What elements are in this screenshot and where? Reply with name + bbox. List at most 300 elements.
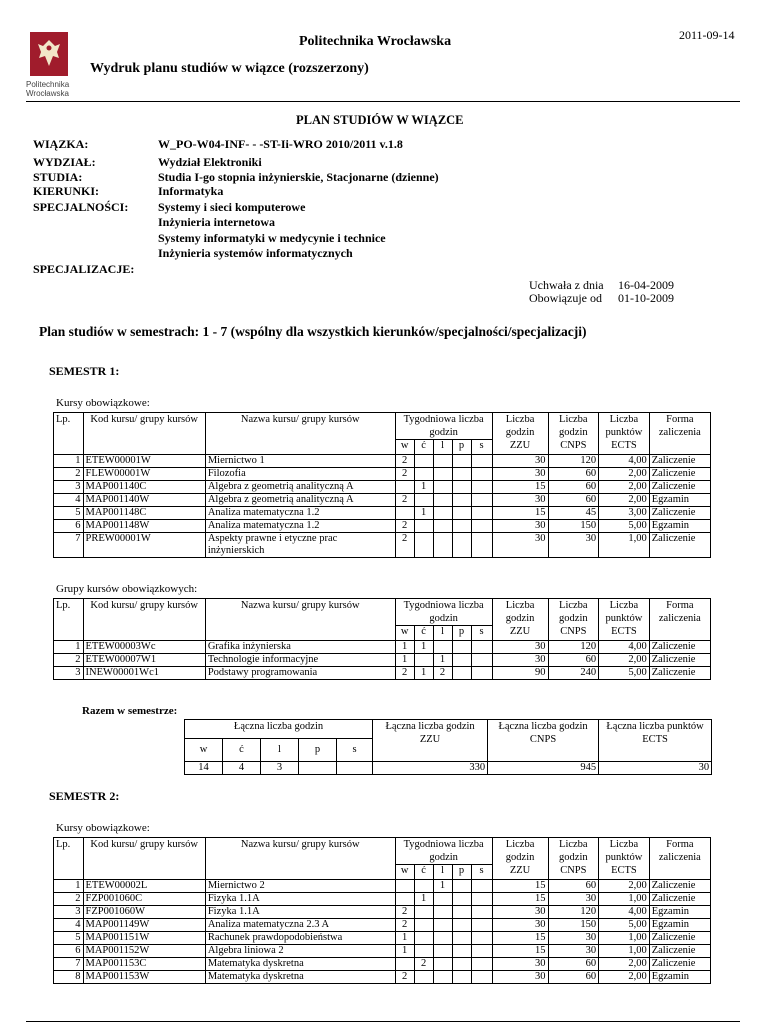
- cell-s: [471, 893, 492, 906]
- logo-line1: Politechnika: [26, 80, 70, 89]
- cell-forma: Zaliczenie: [649, 945, 710, 958]
- cell-forma: Zaliczenie: [649, 468, 710, 481]
- cell-w: 2: [395, 455, 414, 468]
- cell-s: [471, 455, 492, 468]
- razem-p: [299, 762, 337, 775]
- cell-l: [433, 533, 452, 558]
- cell-s: [471, 641, 492, 654]
- cell-ects: 2,00: [599, 971, 650, 984]
- cell-l: 2: [433, 667, 452, 680]
- cell-w: [395, 880, 414, 893]
- cell-w: 1: [395, 641, 414, 654]
- cell-p: [452, 919, 471, 932]
- cell-ects: 2,00: [599, 481, 650, 494]
- cell-kod: MAP001152W: [83, 945, 205, 958]
- tygodniowa-header: Tygodniowa liczba godzin: [395, 599, 492, 626]
- semester2-kursy-label: Kursy obowiązkowe:: [56, 822, 150, 834]
- p-col-header: p: [452, 865, 471, 880]
- cell-lp: 1: [54, 880, 84, 893]
- ects-header: Liczba punktów ECTS: [599, 413, 650, 455]
- cell-nazwa: Technologie informacyjne: [205, 654, 395, 667]
- cell-cnps: 30: [548, 893, 599, 906]
- cell-kod: ETEW00007W1: [83, 654, 205, 667]
- cell-lp: 8: [54, 971, 84, 984]
- document-subtitle: Wydruk planu studiów w wiązce (rozszerzony): [90, 61, 369, 76]
- cell-zzu: 30: [492, 906, 548, 919]
- w-col-header: w: [395, 626, 414, 641]
- razem-p-header: p: [299, 739, 337, 762]
- cell-s: [471, 971, 492, 984]
- info-label: KIERUNKI:: [33, 184, 100, 198]
- specjalnosc-item: Inżynieria systemów informatycznych: [158, 246, 353, 260]
- uchwala-date: 16-04-2009: [618, 278, 674, 292]
- cell-p: [452, 654, 471, 667]
- cell-ects: 4,00: [599, 906, 650, 919]
- info-value: Informatyka: [158, 184, 224, 198]
- cell-ects: 2,00: [599, 468, 650, 481]
- cell-lp: 5: [54, 932, 84, 945]
- cell-cnps: 30: [548, 945, 599, 958]
- c-col-header: ć: [414, 626, 433, 641]
- razem-header-godzin: Łączna liczba godzin: [185, 720, 373, 739]
- cell-kod: MAP001140C: [83, 481, 205, 494]
- table-row: [54, 906, 711, 919]
- cell-c: 1: [414, 641, 433, 654]
- cell-ects: 3,00: [599, 507, 650, 520]
- cell-p: [452, 481, 471, 494]
- cell-s: [471, 520, 492, 533]
- cell-p: [452, 507, 471, 520]
- plan-semesters-heading: Plan studiów w semestrach: 1 - 7 (wspólny dla wszystkich kierunków/specjalności/specjalizacji): [39, 324, 587, 339]
- cell-nazwa: Filozofia: [205, 468, 395, 481]
- cell-p: [452, 520, 471, 533]
- cell-l: [433, 932, 452, 945]
- table-row: [54, 654, 711, 667]
- cell-zzu: 15: [492, 880, 548, 893]
- cell-kod: ETEW00001W: [83, 455, 205, 468]
- semester1-totals-table: [184, 719, 712, 775]
- cell-c: [414, 919, 433, 932]
- l-col-header: l: [433, 865, 452, 880]
- cell-cnps: 60: [548, 481, 599, 494]
- cell-ects: 5,00: [599, 520, 650, 533]
- university-logo: [26, 32, 76, 104]
- cnps-header: Liczba godzin CNPS: [548, 599, 599, 641]
- cell-cnps: 60: [548, 958, 599, 971]
- cell-lp: 2: [54, 893, 84, 906]
- cell-kod: MAP001153C: [83, 958, 205, 971]
- info-value: W_PO-W04-INF- - -ST-Ii-WRO 2010/2011 v.1.8: [158, 137, 403, 151]
- cell-c: 1: [414, 893, 433, 906]
- cell-ects: 1,00: [599, 893, 650, 906]
- cell-l: [433, 919, 452, 932]
- cell-nazwa: Fizyka 1.1A: [205, 906, 395, 919]
- cell-nazwa: Matematyka dyskretna: [205, 971, 395, 984]
- s-col-header: s: [471, 440, 492, 455]
- cell-l: [433, 494, 452, 507]
- table-row: [54, 958, 711, 971]
- cell-ects: 4,00: [599, 641, 650, 654]
- cell-w: 2: [395, 906, 414, 919]
- cell-c: 1: [414, 481, 433, 494]
- table-row: [54, 919, 711, 932]
- cell-nazwa: Matematyka dyskretna: [205, 958, 395, 971]
- cell-zzu: 15: [492, 893, 548, 906]
- cell-lp: 3: [54, 906, 84, 919]
- cell-cnps: 150: [548, 520, 599, 533]
- cell-lp: 3: [54, 481, 84, 494]
- cell-s: [471, 667, 492, 680]
- cell-lp: 4: [54, 494, 84, 507]
- cell-cnps: 150: [548, 919, 599, 932]
- cell-forma: Zaliczenie: [649, 958, 710, 971]
- cell-ects: 2,00: [599, 494, 650, 507]
- cell-l: [433, 507, 452, 520]
- cell-forma: Egzamin: [649, 919, 710, 932]
- info-value: Systemy i sieci komputerowe: [158, 200, 306, 214]
- cell-l: [433, 468, 452, 481]
- table-row: [54, 641, 711, 654]
- cell-nazwa: Miernictwo 2: [205, 880, 395, 893]
- cell-p: [452, 667, 471, 680]
- semester1-groups-table: [53, 598, 711, 680]
- cell-w: [395, 893, 414, 906]
- cell-l: [433, 958, 452, 971]
- cell-ects: 1,00: [599, 533, 650, 558]
- kod-header: Kod kursu/ grupy kursów: [83, 838, 205, 880]
- razem-header-zzu: Łączna liczba godzin ZZU: [373, 720, 488, 762]
- table-row: [54, 893, 711, 906]
- cell-kod: MAP001148C: [83, 507, 205, 520]
- cell-lp: 7: [54, 958, 84, 971]
- cell-forma: Zaliczenie: [649, 893, 710, 906]
- cell-lp: 2: [54, 468, 84, 481]
- cell-ects: 5,00: [599, 667, 650, 680]
- semester1-title: SEMESTR 1:: [49, 364, 120, 378]
- p-col-header: p: [452, 626, 471, 641]
- razem-s-header: s: [337, 739, 373, 762]
- cell-nazwa: Analiza matematyczna 2.3 A: [205, 919, 395, 932]
- razem-ects: 30: [599, 762, 712, 775]
- cell-forma: Zaliczenie: [649, 667, 710, 680]
- w-col-header: w: [395, 865, 414, 880]
- ects-header: Liczba punktów ECTS: [599, 599, 650, 641]
- cell-l: [433, 641, 452, 654]
- cell-ects: 2,00: [599, 880, 650, 893]
- cell-s: [471, 945, 492, 958]
- cell-s: [471, 494, 492, 507]
- cell-c: [414, 654, 433, 667]
- cell-w: [395, 481, 414, 494]
- cell-cnps: 60: [548, 654, 599, 667]
- cell-zzu: 15: [492, 481, 548, 494]
- cell-forma: Egzamin: [649, 906, 710, 919]
- cell-p: [452, 971, 471, 984]
- cell-forma: Zaliczenie: [649, 533, 710, 558]
- cell-w: [395, 507, 414, 520]
- cell-nazwa: Algebra z geometrią analityczną A: [205, 494, 395, 507]
- cell-kod: FZP001060W: [83, 906, 205, 919]
- cell-cnps: 120: [548, 455, 599, 468]
- cell-p: [452, 494, 471, 507]
- cell-w: 2: [395, 667, 414, 680]
- cell-kod: FZP001060C: [83, 893, 205, 906]
- cell-forma: Egzamin: [649, 494, 710, 507]
- info-label: WYDZIAŁ:: [33, 155, 96, 169]
- cell-c: [414, 533, 433, 558]
- razem-s: [337, 762, 373, 775]
- cell-ects: 2,00: [599, 654, 650, 667]
- cell-zzu: 30: [492, 455, 548, 468]
- cell-cnps: 30: [548, 533, 599, 558]
- cell-zzu: 90: [492, 667, 548, 680]
- cell-ects: 5,00: [599, 919, 650, 932]
- cell-c: [414, 945, 433, 958]
- forma-header: Forma zaliczenia: [649, 413, 710, 455]
- table-row: [54, 667, 711, 680]
- cell-l: [433, 455, 452, 468]
- cell-s: [471, 654, 492, 667]
- cell-w: 2: [395, 468, 414, 481]
- cell-p: [452, 468, 471, 481]
- cell-l: 1: [433, 880, 452, 893]
- cell-nazwa: Analiza matematyczna 1.2: [205, 507, 395, 520]
- lp-header: Lp.: [54, 599, 84, 641]
- c-col-header: ć: [414, 865, 433, 880]
- razem-zzu: 330: [373, 762, 488, 775]
- cell-nazwa: Podstawy programowania: [205, 667, 395, 680]
- cell-kod: MAP001140W: [83, 494, 205, 507]
- cell-forma: Zaliczenie: [649, 641, 710, 654]
- semester1-kursy-label: Kursy obowiązkowe:: [56, 397, 150, 409]
- cell-cnps: 120: [548, 906, 599, 919]
- semester1-courses-table: [53, 412, 711, 558]
- cell-nazwa: Grafika inżynierska: [205, 641, 395, 654]
- cell-nazwa: Algebra z geometrią analityczną A: [205, 481, 395, 494]
- header-divider: [26, 101, 740, 102]
- cell-w: [395, 958, 414, 971]
- cell-lp: 5: [54, 507, 84, 520]
- cell-zzu: 15: [492, 932, 548, 945]
- p-col-header: p: [452, 440, 471, 455]
- cell-p: [452, 945, 471, 958]
- info-label: WIĄZKA:: [33, 137, 89, 151]
- cell-cnps: 120: [548, 641, 599, 654]
- cell-w: 2: [395, 971, 414, 984]
- cell-s: [471, 906, 492, 919]
- cell-w: 2: [395, 494, 414, 507]
- razem-l: 3: [261, 762, 299, 775]
- cell-cnps: 30: [548, 932, 599, 945]
- cell-zzu: 15: [492, 507, 548, 520]
- forma-header: Forma zaliczenia: [649, 838, 710, 880]
- specjalnosc-item: Inżynieria internetowa: [158, 215, 275, 229]
- cell-nazwa: Rachunek prawdopodobieństwa: [205, 932, 395, 945]
- info-label: SPECJALNOŚCI:: [33, 200, 129, 214]
- obowiazuje-date: 01-10-2009: [618, 291, 674, 305]
- cell-zzu: 30: [492, 494, 548, 507]
- razem-w: 14: [185, 762, 223, 775]
- cell-kod: MAP001148W: [83, 520, 205, 533]
- footer-divider: [26, 1021, 740, 1022]
- cell-w: 1: [395, 654, 414, 667]
- cell-ects: 1,00: [599, 932, 650, 945]
- cell-lp: 7: [54, 533, 84, 558]
- cell-nazwa: Aspekty prawne i etyczne prac inżynierskich: [205, 533, 395, 558]
- cell-forma: Zaliczenie: [649, 880, 710, 893]
- info-value: Wydział Elektroniki: [158, 155, 262, 169]
- cell-p: [452, 641, 471, 654]
- cell-s: [471, 880, 492, 893]
- cell-p: [452, 932, 471, 945]
- cell-zzu: 30: [492, 958, 548, 971]
- obowiazuje-label: Obowiązuje od: [529, 291, 602, 305]
- cell-zzu: 30: [492, 641, 548, 654]
- cell-l: [433, 481, 452, 494]
- table-row: [54, 468, 711, 481]
- cell-s: [471, 507, 492, 520]
- cell-lp: 1: [54, 641, 84, 654]
- cell-l: [433, 945, 452, 958]
- print-date: 2011-09-14: [679, 28, 735, 42]
- cell-zzu: 30: [492, 533, 548, 558]
- cell-forma: Zaliczenie: [649, 455, 710, 468]
- cell-cnps: 60: [548, 971, 599, 984]
- cell-nazwa: Miernictwo 1: [205, 455, 395, 468]
- info-value: Studia I-go stopnia inżynierskie, Stacjonarne (dzienne): [158, 170, 439, 184]
- table-row: [54, 971, 711, 984]
- cell-s: [471, 481, 492, 494]
- razem-label: Razem w semestrze:: [82, 705, 178, 717]
- c-col-header: ć: [414, 440, 433, 455]
- cell-l: [433, 520, 452, 533]
- cell-forma: Zaliczenie: [649, 507, 710, 520]
- lp-header: Lp.: [54, 838, 84, 880]
- nazwa-header: Nazwa kursu/ grupy kursów: [205, 413, 395, 455]
- cnps-header: Liczba godzin CNPS: [548, 413, 599, 455]
- cell-cnps: 45: [548, 507, 599, 520]
- cell-w: 1: [395, 932, 414, 945]
- cell-c: [414, 906, 433, 919]
- cell-nazwa: Analiza matematyczna 1.2: [205, 520, 395, 533]
- cell-c: [414, 520, 433, 533]
- cnps-header: Liczba godzin CNPS: [548, 838, 599, 880]
- table-row: [54, 455, 711, 468]
- razem-c-header: ć: [223, 739, 261, 762]
- cell-l: 1: [433, 654, 452, 667]
- cell-kod: MAP001149W: [83, 919, 205, 932]
- cell-p: [452, 906, 471, 919]
- cell-c: 1: [414, 507, 433, 520]
- zzu-header: Liczba godzin ZZU: [492, 838, 548, 880]
- cell-ects: 4,00: [599, 455, 650, 468]
- razem-cnps: 945: [488, 762, 599, 775]
- cell-zzu: 30: [492, 919, 548, 932]
- cell-c: [414, 971, 433, 984]
- semester1-grupy-label: Grupy kursów obowiązkowych:: [56, 583, 198, 595]
- uchwala-label: Uchwała z dnia: [529, 278, 604, 292]
- cell-c: [414, 494, 433, 507]
- table-row: [54, 880, 711, 893]
- cell-zzu: 30: [492, 654, 548, 667]
- cell-s: [471, 468, 492, 481]
- specjalizacje-label: SPECJALIZACJE:: [33, 262, 135, 276]
- cell-cnps: 60: [548, 880, 599, 893]
- cell-c: 2: [414, 958, 433, 971]
- l-col-header: l: [433, 626, 452, 641]
- cell-cnps: 60: [548, 468, 599, 481]
- cell-zzu: 30: [492, 468, 548, 481]
- cell-p: [452, 455, 471, 468]
- cell-forma: Zaliczenie: [649, 654, 710, 667]
- cell-zzu: 30: [492, 971, 548, 984]
- cell-l: [433, 971, 452, 984]
- lp-header: Lp.: [54, 413, 84, 455]
- kod-header: Kod kursu/ grupy kursów: [83, 413, 205, 455]
- university-name: Politechnika Wrocławska: [299, 34, 452, 49]
- w-col-header: w: [395, 440, 414, 455]
- s-col-header: s: [471, 626, 492, 641]
- cell-kod: FLEW00001W: [83, 468, 205, 481]
- cell-p: [452, 880, 471, 893]
- cell-cnps: 240: [548, 667, 599, 680]
- cell-p: [452, 893, 471, 906]
- tygodniowa-header: Tygodniowa liczba godzin: [395, 413, 492, 440]
- cell-lp: 4: [54, 919, 84, 932]
- l-col-header: l: [433, 440, 452, 455]
- cell-kod: ETEW00003Wc: [83, 641, 205, 654]
- tygodniowa-header: Tygodniowa liczba godzin: [395, 838, 492, 865]
- cell-kod: ETEW00002L: [83, 880, 205, 893]
- cell-w: 2: [395, 533, 414, 558]
- cell-forma: Egzamin: [649, 971, 710, 984]
- cell-kod: MAP001151W: [83, 932, 205, 945]
- razem-w-header: w: [185, 739, 223, 762]
- forma-header: Forma zaliczenia: [649, 599, 710, 641]
- cell-forma: Egzamin: [649, 520, 710, 533]
- semester2-courses-table: [53, 837, 711, 984]
- cell-w: 2: [395, 520, 414, 533]
- cell-s: [471, 919, 492, 932]
- logo-line2: Wrocławska: [26, 89, 69, 98]
- ects-header: Liczba punktów ECTS: [599, 838, 650, 880]
- cell-l: [433, 906, 452, 919]
- cell-zzu: 15: [492, 945, 548, 958]
- table-row: [54, 481, 711, 494]
- cell-w: 2: [395, 919, 414, 932]
- cell-p: [452, 958, 471, 971]
- table-row: [54, 507, 711, 520]
- cell-zzu: 30: [492, 520, 548, 533]
- cell-s: [471, 958, 492, 971]
- crest-icon: [30, 32, 68, 76]
- table-row: [54, 932, 711, 945]
- cell-c: [414, 468, 433, 481]
- cell-w: 1: [395, 945, 414, 958]
- nazwa-header: Nazwa kursu/ grupy kursów: [205, 838, 395, 880]
- razem-c: 4: [223, 762, 261, 775]
- nazwa-header: Nazwa kursu/ grupy kursów: [205, 599, 395, 641]
- razem-l-header: l: [261, 739, 299, 762]
- razem-header-cnps: Łączna liczba godzin CNPS: [488, 720, 599, 762]
- cell-ects: 2,00: [599, 958, 650, 971]
- razem-header-ects: Łączna liczba punktów ECTS: [599, 720, 712, 762]
- cell-s: [471, 932, 492, 945]
- cell-c: [414, 455, 433, 468]
- info-label: STUDIA:: [33, 170, 83, 184]
- cell-nazwa: Algebra liniowa 2: [205, 945, 395, 958]
- table-row: [54, 520, 711, 533]
